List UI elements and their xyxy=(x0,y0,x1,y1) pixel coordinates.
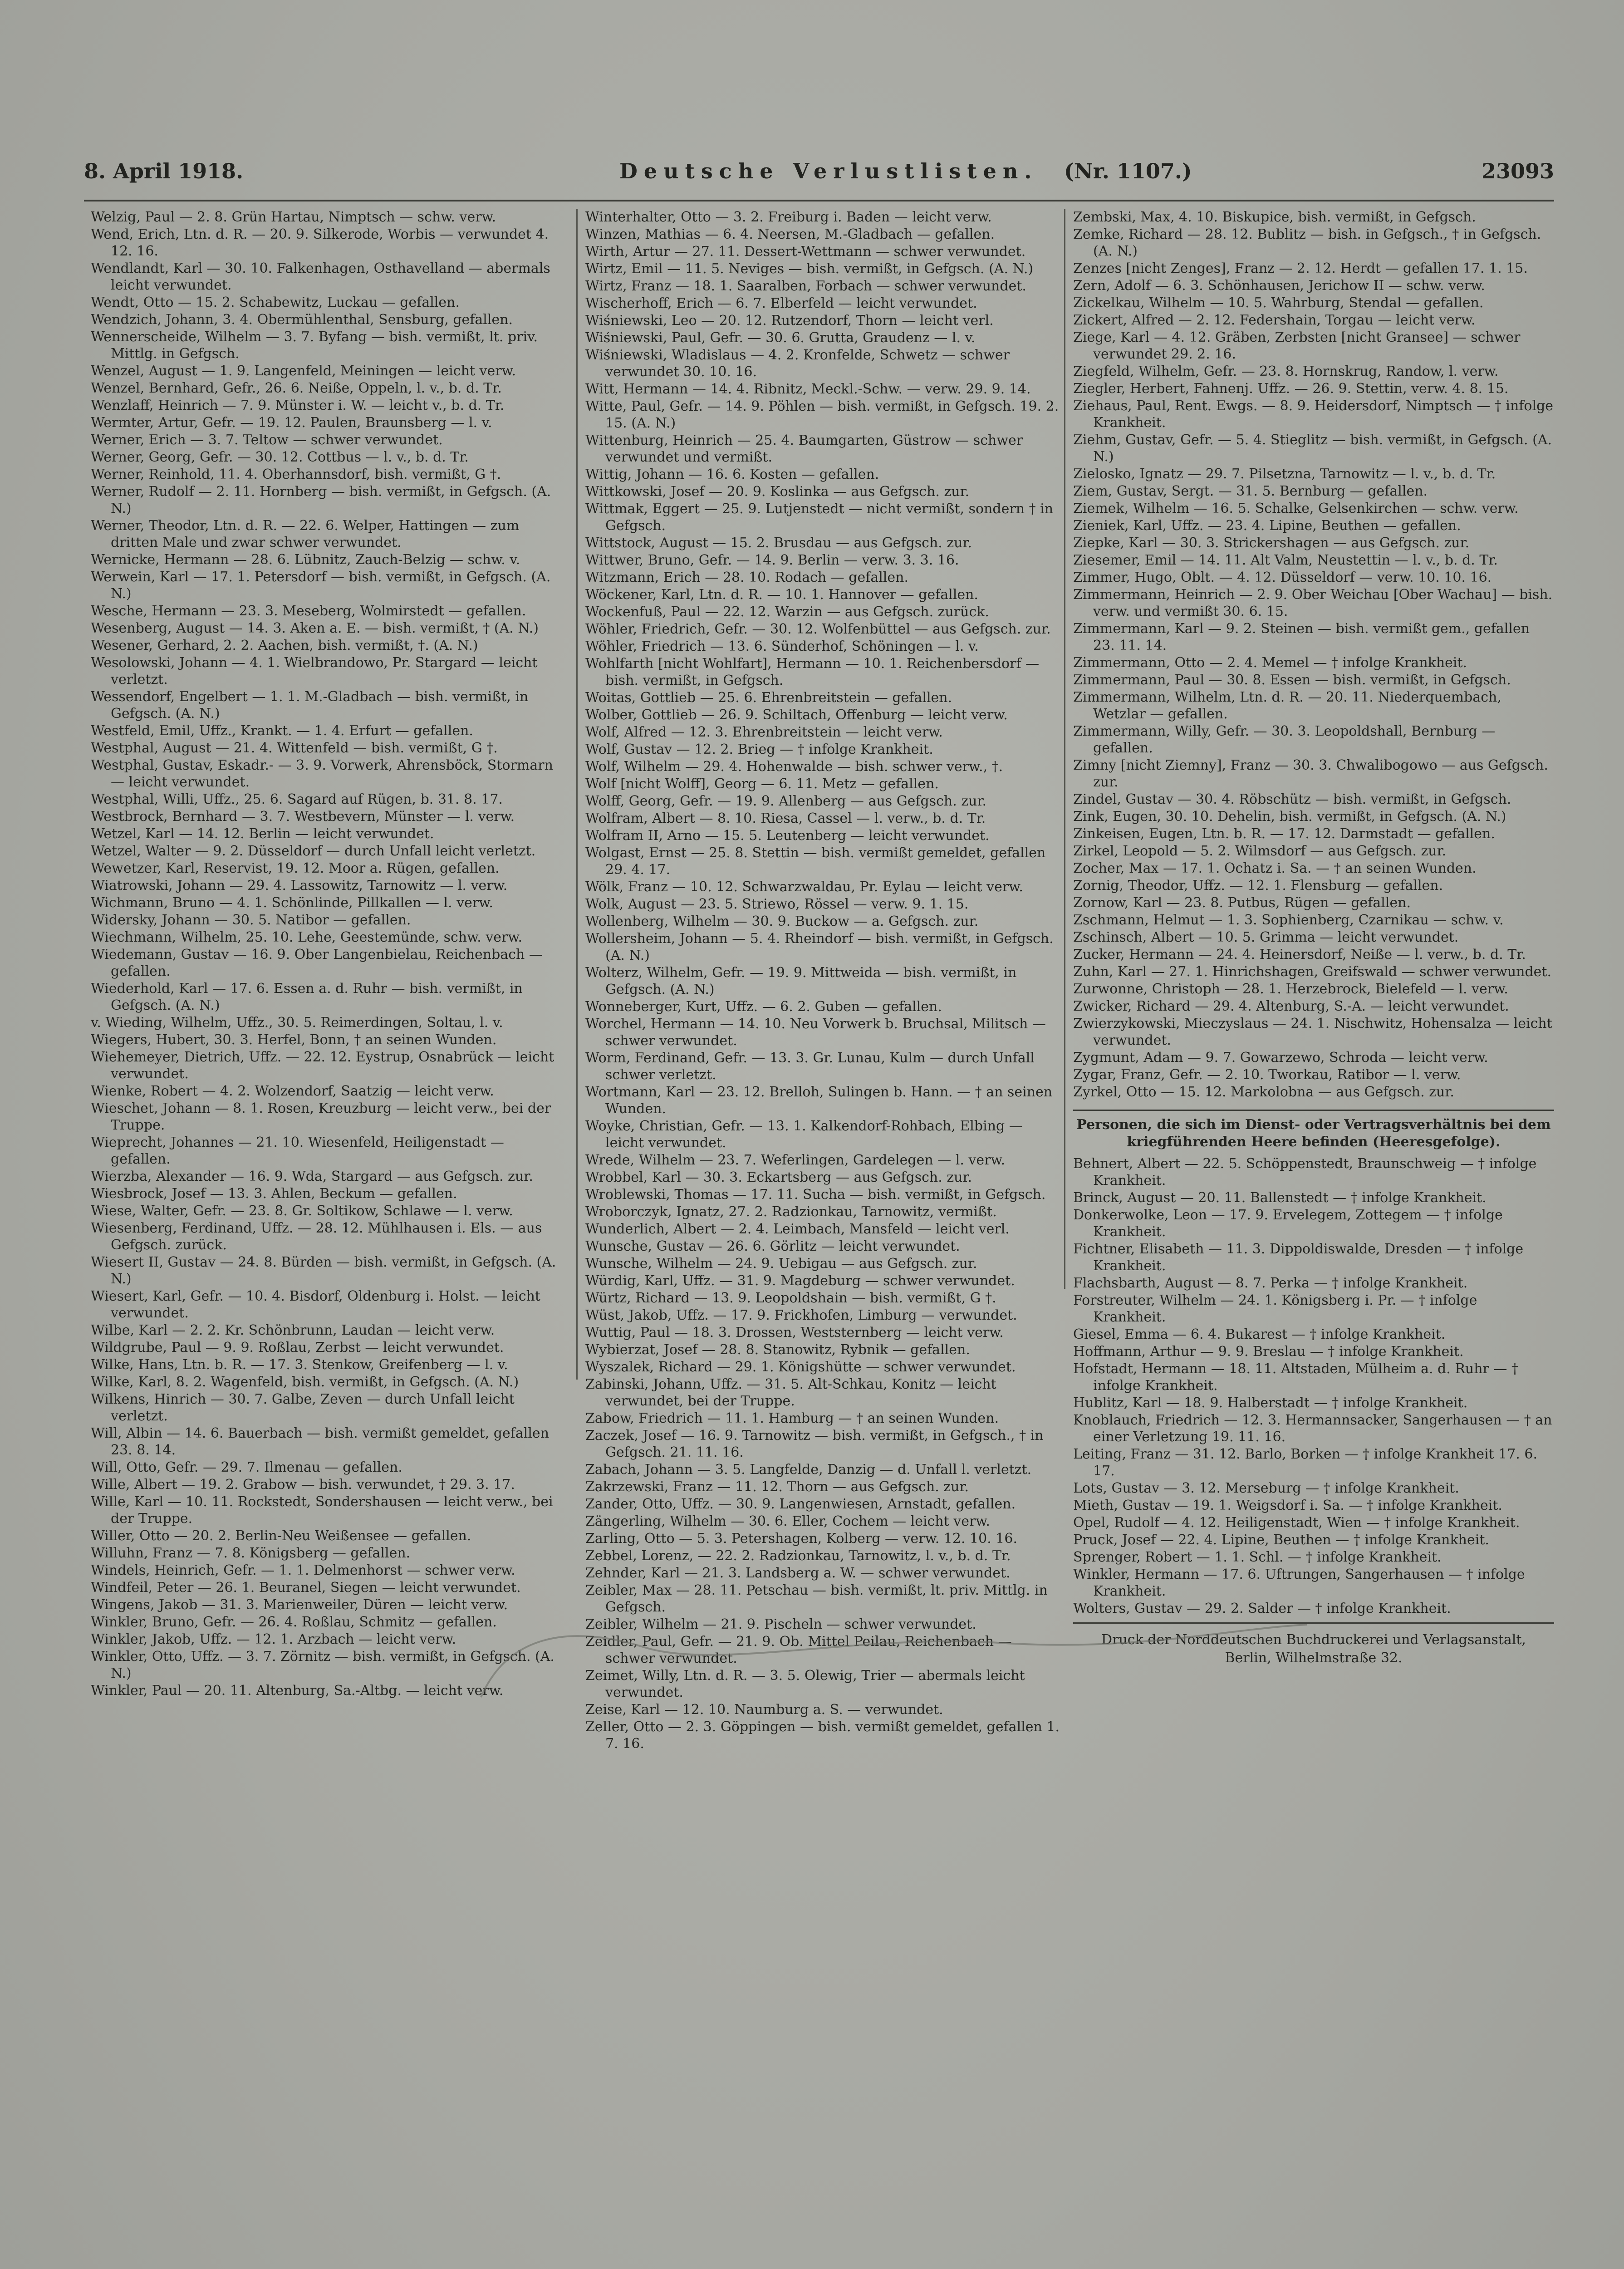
casualty-entry: Zielosko, Ignatz — 29. 7. Pilsetzna, Tarnowitz — l. v., b. d. Tr. xyxy=(1073,466,1496,482)
casualty-entry: Ziege, Karl — 4. 12. Gräben, Zerbsten [nicht Gransee] — schwer verwundet 29. 2. 16. xyxy=(1073,329,1521,362)
casualty-entry: Wesche, Hermann — 23. 3. Meseberg, Wolmirstedt — gefallen. xyxy=(91,603,526,619)
casualty-entry: Wiatrowski, Johann — 29. 4. Lassowitz, Tarnowitz — l. verw. xyxy=(91,878,508,894)
casualty-entry: Wildgrube, Paul — 9. 9. Roßlau, Zerbst — leicht verwundet. xyxy=(91,1340,504,1356)
casualty-entry: Zurwonne, Christoph — 28. 1. Herzebrock, Bielefeld — l. verw. xyxy=(1073,981,1508,997)
casualty-entry: Wiśniewski, Leo — 20. 12. Rutzendorf, Thorn — leicht verl. xyxy=(585,313,994,329)
casualty-entry: Ziepke, Karl — 30. 3. Strickershagen — aus Gefgsch. zur. xyxy=(1073,535,1470,551)
casualty-entry: Zinkeisen, Eugen, Ltn. b. R. — 17. 12. Darmstadt — gefallen. xyxy=(1073,826,1495,842)
casualty-entry: Wüst, Jakob, Uffz. — 17. 9. Frickhofen, Limburg — verwundet. xyxy=(585,1307,1017,1323)
casualty-entry: Wroblewski, Thomas — 17. 11. Sucha — bish. vermißt, in Gefgsch. xyxy=(585,1187,1046,1203)
column-right xyxy=(1073,209,1554,1666)
casualty-entry: Wiesenberg, Ferdinand, Uffz. — 28. 12. Mühlhausen i. Els. — aus Gefgsch. zurück. xyxy=(91,1220,542,1253)
casualty-entry: Wetzel, Walter — 9. 2. Düsseldorf — durch Unfall leicht verletzt. xyxy=(91,843,536,859)
casualty-entry: Werner, Rudolf — 2. 11. Hornberg — bish. vermißt, in Gefgsch. (A. N.) xyxy=(91,484,551,516)
personnel-entry: Winkler, Hermann — 17. 6. Uftrungen, Sangerhausen — † infolge Krankheit. xyxy=(1073,1567,1525,1599)
casualty-entry: Werwein, Karl — 17. 1. Petersdorf — bish. vermißt, in Gefgsch. (A. N.) xyxy=(91,569,551,602)
casualty-entry: Zindel, Gustav — 30. 4. Röbschütz — bish. vermißt, in Gefgsch. xyxy=(1073,791,1511,807)
casualty-entry: Wieprecht, Johannes — 21. 10. Wiesenfeld, Heiligenstadt — gefallen. xyxy=(91,1134,504,1167)
casualty-entry: Wollenberg, Wilhelm — 30. 9. Buckow — a. Gefgsch. zur. xyxy=(585,913,979,929)
casualty-entry: Wiegers, Hubert, 30. 3. Herfel, Bonn, † an seinen Wunden. xyxy=(91,1032,497,1048)
casualty-entry: Wittwer, Bruno, Gefr. — 14. 9. Berlin — verw. 3. 3. 16. xyxy=(585,552,959,568)
casualty-entry: Wichmann, Bruno — 4. 1. Schönlinde, Pillkallen — l. verw. xyxy=(91,895,493,911)
casualty-entry: Wollersheim, Johann — 5. 4. Rheindorf — bish. vermißt, in Gefgsch. (A. N.) xyxy=(585,931,1054,963)
casualty-entry: Zabinski, Johann, Uffz. — 31. 5. Alt-Schkau, Konitz — leicht verwundet, bei der Truppe. xyxy=(585,1376,996,1409)
casualty-entry: Wunsche, Gustav — 26. 6. Görlitz — leicht verwundet. xyxy=(585,1238,960,1254)
header-rule xyxy=(84,200,1554,201)
personnel-entry: Wolters, Gustav — 29. 2. Salder — † infolge Krankheit. xyxy=(1073,1601,1451,1616)
casualty-entry: Wyszalek, Richard — 29. 1. Königshütte — schwer verwundet. xyxy=(585,1359,1016,1375)
casualty-entry: Willuhn, Franz — 7. 8. Königsberg — gefallen. xyxy=(91,1545,411,1561)
imprint-line: Druck der Norddeutschen Buchdruckerei und Verlagsanstalt, xyxy=(1101,1632,1526,1648)
casualty-entry: Zeller, Otto — 2. 3. Göppingen — bish. vermißt gemeldet, gefallen 1. 7. 16. xyxy=(585,1719,1060,1752)
casualty-entry: Ziemek, Wilhelm — 16. 5. Schalke, Gelsenkirchen — schw. verw. xyxy=(1073,501,1519,516)
casualty-entry: Zornow, Karl — 23. 8. Putbus, Rügen — gefallen. xyxy=(1073,895,1411,911)
casualty-entry: Werner, Georg, Gefr. — 30. 12. Cottbus — l. v., b. d. Tr. xyxy=(91,449,469,465)
casualty-entry: Wolk, August — 23. 5. Striewo, Rössel — verw. 9. 1. 15. xyxy=(585,896,969,912)
casualty-entry: Wolfram II, Arno — 15. 5. Leutenberg — leicht verwundet. xyxy=(585,828,990,844)
casualty-entry: Wischerhoff, Erich — 6. 7. Elberfeld — leicht verwundet. xyxy=(585,295,977,311)
personnel-entry: Sprenger, Robert — 1. 1. Schl. — † infolge Krankheit. xyxy=(1073,1549,1442,1565)
casualty-entry: Wunsche, Wilhelm — 24. 9. Uebigau — aus Gefgsch. zur. xyxy=(585,1256,977,1272)
personnel-entry: Knoblauch, Friedrich — 12. 3. Hermannsacker, Sangerhausen — † an einer Verletzung 19. 11. 16. xyxy=(1073,1412,1552,1445)
casualty-entry: Zucker, Hermann — 24. 4. Heinersdorf, Neiße — l. verw., b. d. Tr. xyxy=(1073,947,1526,963)
personnel-entry: Opel, Rudolf — 4. 12. Heiligenstadt, Wien — † infolge Krankheit. xyxy=(1073,1515,1520,1531)
casualty-entry: Wittstock, August — 15. 2. Brusdau — aus Gefgsch. zur. xyxy=(585,535,972,551)
casualty-entry: Wolff, Georg, Gefr. — 19. 9. Allenberg — aus Gefgsch. zur. xyxy=(585,793,987,809)
casualty-entry: Wittenburg, Heinrich — 25. 4. Baumgarten, Güstrow — schwer verwundet und vermißt. xyxy=(585,432,1023,465)
personnel-entry: Giesel, Emma — 6. 4. Bukarest — † infolge Krankheit. xyxy=(1073,1326,1446,1342)
casualty-entry: Ziesemer, Emil — 14. 11. Alt Valm, Neustettin — l. v., b. d. Tr. xyxy=(1073,552,1498,568)
casualty-entry: Würtz, Richard — 13. 9. Leopoldshain — bish. vermißt, G †. xyxy=(585,1290,996,1306)
casualty-entry: Wetzel, Karl — 14. 12. Berlin — leicht verwundet. xyxy=(91,826,434,842)
casualty-entry: Wesolowski, Johann — 4. 1. Wielbrandowo, Pr. Stargard — leicht verletzt. xyxy=(91,655,538,688)
casualty-entry: Woyke, Christian, Gefr. — 13. 1. Kalkendorf-Rohbach, Elbing — leicht verwundet. xyxy=(585,1118,1023,1151)
casualty-entry: Zink, Eugen, 30. 10. Dehelin, bish. vermißt, in Gefgsch. (A. N.) xyxy=(1073,809,1506,825)
casualty-entry: Zimmermann, Heinrich — 2. 9. Ober Weichau [Ober Wachau] — bish. verw. und vermißt 30. 6. 15. xyxy=(1073,587,1553,619)
casualty-entry: Zimmermann, Otto — 2. 4. Memel — † infolge Krankheit. xyxy=(1073,655,1467,671)
column-middle xyxy=(585,209,1062,1752)
casualty-entry: Wöckener, Karl, Ltn. d. R. — 10. 1. Hannover — gefallen. xyxy=(585,587,978,603)
casualty-entry: Wolf, Wilhelm — 29. 4. Hohenwalde — bish. schwer verw., †. xyxy=(585,759,1003,775)
section-entries xyxy=(1073,1155,1554,1617)
casualty-entry: Winkler, Jakob, Uffz. — 12. 1. Arzbach — leicht verw. xyxy=(91,1631,456,1647)
casualty-entry: Ziehaus, Paul, Rent. Ewgs. — 8. 9. Heidersdorf, Nimptsch — † infolge Krankheit. xyxy=(1073,398,1554,431)
casualty-entry: Zeidler, Paul, Gefr. — 21. 9. Ob. Mittel Peilau, Reichenbach — schwer verwundet. xyxy=(585,1634,1012,1666)
personnel-entry: Mieth, Gustav — 19. 1. Weigsdorf i. Sa. — † infolge Krankheit. xyxy=(1073,1498,1502,1513)
casualty-entry: Wesenberg, August — 14. 3. Aken a. E. — bish. vermißt, † (A. N.) xyxy=(91,620,539,636)
casualty-entry: Zehnder, Karl — 21. 3. Landsberg a. W. — schwer verwundet. xyxy=(585,1565,1011,1581)
casualty-entry: Wohlfarth [nicht Wohlfart], Hermann — 10. 1. Reichenbersdorf — bish. vermißt, in Gefgsch. xyxy=(585,656,1040,688)
casualty-entry: Wilkens, Hinrich — 30. 7. Galbe, Zeven — durch Unfall leicht verletzt. xyxy=(91,1391,515,1424)
casualty-entry: Wuttig, Paul — 18. 3. Drossen, Weststernberg — leicht verw. xyxy=(585,1325,1004,1341)
casualty-entry: Wonneberger, Kurt, Uffz. — 6. 2. Guben — gefallen. xyxy=(585,999,942,1015)
casualty-entry: Zieniek, Karl, Uffz. — 23. 4. Lipine, Beuthen — gefallen. xyxy=(1073,518,1461,534)
casualty-entry: Wierzba, Alexander — 16. 9. Wda, Stargard — aus Gefgsch. zur. xyxy=(91,1169,533,1184)
casualty-entry: Zirkel, Leopold — 5. 2. Wilmsdorf — aus Gefgsch. zur. xyxy=(1073,843,1447,859)
casualty-entry: Wermter, Artur, Gefr. — 19. 12. Paulen, Braunsberg — l. v. xyxy=(91,415,492,431)
casualty-entry: Welzig, Paul — 2. 8. Grün Hartau, Nimptsch — schw. verw. xyxy=(91,209,496,225)
casualty-entry: Wrobbel, Karl — 30. 3. Eckartsberg — aus Gefgsch. zur. xyxy=(585,1169,972,1185)
casualty-entry: Wiederhold, Karl — 17. 6. Essen a. d. Ruhr — bish. vermißt, in Gefgsch. (A. N.) xyxy=(91,981,523,1013)
casualty-entry: Widersky, Johann — 30. 5. Natibor — gefallen. xyxy=(91,912,411,928)
casualty-entry: Zygar, Franz, Gefr. — 2. 10. Tworkau, Ratibor — l. verw. xyxy=(1073,1067,1461,1083)
publication-title: Deutsche Verlustlisten. xyxy=(619,159,1038,183)
casualty-entry: Wille, Albert — 19. 2. Grabow — bish. verwundet, † 29. 3. 17. xyxy=(91,1477,515,1493)
casualty-entry: Zenzes [nicht Zenges], Franz — 2. 12. Herdt — gefallen 17. 1. 15. xyxy=(1073,260,1528,276)
casualty-entry: Zabach, Johann — 3. 5. Langfelde, Danzig — d. Unfall l. verletzt. xyxy=(585,1462,1032,1478)
casualty-entry: Westphal, Gustav, Eskadr.- — 3. 9. Vorwerk, Ahrensböck, Stormarn — leicht verwundet. xyxy=(91,757,553,790)
casualty-entry: Zuhn, Karl — 27. 1. Hinrichshagen, Greifswald — schwer verwundet. xyxy=(1073,964,1552,980)
casualty-entry: Wirtz, Emil — 11. 5. Neviges — bish. vermißt, in Gefgsch. (A. N.) xyxy=(585,261,1034,277)
casualty-entry: Windels, Heinrich, Gefr. — 1. 1. Delmenhorst — schwer verw. xyxy=(91,1562,515,1578)
casualty-entry: Westfeld, Emil, Uffz., Krankt. — 1. 4. Erfurt — gefallen. xyxy=(91,723,473,739)
casualty-entry: Ziegfeld, Wilhelm, Gefr. — 23. 8. Hornskrug, Randow, l. verw. xyxy=(1073,363,1499,379)
page-header xyxy=(84,159,1554,195)
personnel-entry: Leiting, Franz — 31. 12. Barlo, Borken — † infolge Krankheit 17. 6. 17. xyxy=(1073,1446,1538,1479)
casualty-entry: Wolterz, Wilhelm, Gefr. — 19. 9. Mittweida — bish. vermißt, in Gefgsch. (A. N.) xyxy=(585,965,1017,997)
casualty-entry: Werner, Erich — 3. 7. Teltow — schwer verwundet. xyxy=(91,432,443,448)
casualty-entry: Winkler, Otto, Uffz. — 3. 7. Zörnitz — bish. vermißt, in Gefgsch. (A. N.) xyxy=(91,1649,554,1681)
casualty-entry: Zebbel, Lorenz, — 22. 2. Radzionkau, Tarnowitz, l. v., b. d. Tr. xyxy=(585,1548,1011,1564)
personnel-entry: Pruck, Josef — 22. 4. Lipine, Beuthen — † infolge Krankheit. xyxy=(1073,1532,1489,1548)
casualty-entry: Zembski, Max, 4. 10. Biskupice, bish. vermißt, in Gefgsch. xyxy=(1073,209,1476,225)
casualty-entry: Zickert, Alfred — 2. 12. Federshain, Torgau — leicht verw. xyxy=(1073,312,1476,328)
page-number: 23093 xyxy=(1481,159,1554,183)
casualty-entry: Zeise, Karl — 12. 10. Naumburg a. S. — verwundet. xyxy=(585,1702,943,1718)
casualty-entry: Wybierzat, Josef — 28. 8. Stanowitz, Rybnik — gefallen. xyxy=(585,1342,970,1358)
casualty-entry: Wolf, Alfred — 12. 3. Ehrenbreitstein — leicht verw. xyxy=(585,724,943,740)
casualty-entry: Zern, Adolf — 6. 3. Schönhausen, Jerichow II — schw. verw. xyxy=(1073,278,1485,294)
casualty-entry: Wockenfuß, Paul — 22. 12. Warzin — aus Gefgsch. zurück. xyxy=(585,604,989,620)
casualty-entry: Wiesbrock, Josef — 13. 3. Ahlen, Beckum — gefallen. xyxy=(91,1186,457,1202)
casualty-entry: Wienke, Robert — 4. 2. Wolzendorf, Saatzig — leicht verw. xyxy=(91,1083,494,1099)
casualty-entry: Zimmermann, Paul — 30. 8. Essen — bish. vermißt, in Gefgsch. xyxy=(1073,672,1511,688)
casualty-entry: Ziem, Gustav, Sergt. — 31. 5. Bernburg — gefallen. xyxy=(1073,483,1428,499)
casualty-entry: Zeimet, Willy, Ltn. d. R. — 3. 5. Olewig, Trier — abermals leicht verwundet. xyxy=(585,1668,1025,1700)
casualty-entry: Wiedemann, Gustav — 16. 9. Ober Langenbielau, Reichenbach — gefallen. xyxy=(91,947,543,979)
casualty-entry: Zeibler, Max — 28. 11. Petschau — bish. vermißt, lt. priv. Mittlg. in Gefgsch. xyxy=(585,1582,1048,1615)
personnel-entry: Hofstadt, Hermann — 18. 11. Altstaden, Mülheim a. d. Ruhr — † infolge Krankheit. xyxy=(1073,1361,1518,1394)
casualty-entry: Wunderlich, Albert — 2. 4. Leimbach, Mansfeld — leicht verl. xyxy=(585,1221,1010,1237)
casualty-entry: Zängerling, Wilhelm — 30. 6. Eller, Cochem — leicht verw. xyxy=(585,1513,990,1529)
personnel-entry: Forstreuter, Wilhelm — 24. 1. Königsberg i. Pr. — † infolge Krankheit. xyxy=(1073,1292,1477,1325)
casualty-entry: Zimmer, Hugo, Oblt. — 4. 12. Düsseldorf — verw. 10. 10. 16. xyxy=(1073,570,1492,585)
pencil-scribble xyxy=(454,1616,1316,1715)
casualty-entry: Will, Albin — 14. 6. Bauerbach — bish. vermißt gemeldet, gefallen 23. 8. 14. xyxy=(91,1425,550,1458)
casualty-entry: Zimmermann, Willy, Gefr. — 30. 3. Leopoldshall, Bernburg — gefallen. xyxy=(1073,723,1496,756)
casualty-entry: Windfeil, Peter — 26. 1. Beuranel, Siegen — leicht verwundet. xyxy=(91,1580,521,1596)
casualty-entry: Winterhalter, Otto — 3. 2. Freiburg i. Baden — leicht verw. xyxy=(585,209,992,225)
casualty-entry: Wernicke, Hermann — 28. 6. Lübnitz, Zauch-Belzig — schw. v. xyxy=(91,552,520,568)
casualty-entry: Zwierzykowski, Mieczyslaus — 24. 1. Nischwitz, Hohensalza — leicht verwundet. xyxy=(1073,1016,1552,1048)
casualty-entry: Wittkowski, Josef — 20. 9. Koslinka — aus Gefgsch. zur. xyxy=(585,484,970,500)
casualty-entry: Wendt, Otto — 15. 2. Schabewitz, Luckau — gefallen. xyxy=(91,295,460,310)
casualty-entry: Wolfram, Albert — 8. 10. Riesa, Cassel — l. verw., b. d. Tr. xyxy=(585,810,986,826)
casualty-entry: Westphal, Willi, Uffz., 25. 6. Sagard auf Rügen, b. 31. 8. 17. xyxy=(91,791,503,807)
casualty-entry: Wolgast, Ernst — 25. 8. Stettin — bish. vermißt gemeldet, gefallen 29. 4. 17. xyxy=(585,845,1046,878)
casualty-entry: Winzen, Mathias — 6. 4. Neersen, M.-Gladbach — gefallen. xyxy=(585,226,995,242)
personnel-entry: Brinck, August — 20. 11. Ballenstedt — † infolge Krankheit. xyxy=(1073,1190,1487,1206)
personnel-entry: Fichtner, Elisabeth — 11. 3. Dippoldiswalde, Dresden — † infolge Krankheit. xyxy=(1073,1241,1524,1274)
casualty-entry: Willer, Otto — 20. 2. Berlin-Neu Weißensee — gefallen. xyxy=(91,1528,471,1544)
personnel-entry: Hoffmann, Arthur — 9. 9. Breslau — † infolge Krankheit. xyxy=(1073,1344,1464,1360)
casualty-entry: Zeibler, Wilhelm — 21. 9. Pischeln — schwer verwundet. xyxy=(585,1616,976,1632)
casualty-entry: Winkler, Paul — 20. 11. Altenburg, Sa.-Altbg. — leicht verw. xyxy=(91,1683,504,1699)
column-divider xyxy=(576,209,578,1380)
casualty-entry: Zyrkel, Otto — 15. 12. Markolobna — aus Gefgsch. zur. xyxy=(1073,1084,1454,1100)
casualty-entry: Ziegler, Herbert, Fahnenj. Uffz. — 26. 9. Stettin, verw. 4. 8. 15. xyxy=(1073,381,1509,397)
casualty-entry: Wenzlaff, Heinrich — 7. 9. Münster i. W. — leicht v., b. d. Tr. xyxy=(91,398,505,413)
casualty-entry: Zygmunt, Adam — 9. 7. Gowarzewo, Schroda — leicht verw. xyxy=(1073,1050,1488,1066)
casualty-entry: Wortmann, Karl — 23. 12. Brelloh, Sulingen b. Hann. — † an seinen Wunden. xyxy=(585,1084,1053,1117)
imprint-line: Berlin, Wilhelmstraße 32. xyxy=(1225,1650,1403,1666)
casualty-entry: Wennerscheide, Wilhelm — 3. 7. Byfang — bish. vermißt, lt. priv. Mittlg. in Gefgsch. xyxy=(91,329,538,362)
casualty-entry: Witt, Hermann — 14. 4. Ribnitz, Meckl.-Schw. — verw. 29. 9. 14. xyxy=(585,381,1031,397)
casualty-entry: Wilbe, Karl — 2. 2. Kr. Schönbrunn, Laudan — leicht verw. xyxy=(91,1322,495,1338)
casualty-entry: Wille, Karl — 10. 11. Rockstedt, Sondershausen — leicht verw., bei der Truppe. xyxy=(91,1494,553,1527)
casualty-entry: Zimny [nicht Ziemny], Franz — 30. 3. Chwalibogowo — aus Gefgsch. zur. xyxy=(1073,757,1548,790)
casualty-entry: Wirtz, Franz — 18. 1. Saaralben, Forbach — schwer verwundet. xyxy=(585,278,1026,294)
casualty-entry: Westphal, August — 21. 4. Wittenfeld — bish. vermißt, G †. xyxy=(91,740,498,756)
casualty-entry: Wöhler, Friedrich, Gefr. — 30. 12. Wolfenbüttel — aus Gefgsch. zur. xyxy=(585,621,1051,637)
casualty-entry: Wrede, Wilhelm — 23. 7. Weferlingen, Gardelegen — l. verw. xyxy=(585,1152,1006,1168)
casualty-entry: Will, Otto, Gefr. — 29. 7. Ilmenau — gefallen. xyxy=(91,1459,402,1475)
casualty-entry: Zabow, Friedrich — 11. 1. Hamburg — † an seinen Wunden. xyxy=(585,1410,999,1426)
casualty-entry: Wirth, Artur — 27. 11. Dessert-Wettmann — schwer verwundet. xyxy=(585,244,1026,260)
casualty-entry: Wölk, Franz — 10. 12. Schwarzwaldau, Pr. Eylau — leicht verw. xyxy=(585,879,1023,895)
casualty-entry: Zakrzewski, Franz — 11. 12. Thorn — aus Gefgsch. zur. xyxy=(585,1479,969,1495)
casualty-entry: Wessendorf, Engelbert — 1. 1. M.-Gladbach — bish. vermißt, in Gefgsch. (A. N.) xyxy=(91,689,529,722)
casualty-entry: Wieschet, Johann — 8. 1. Rosen, Kreuzburg — leicht verw., bei der Truppe. xyxy=(91,1100,551,1133)
casualty-entry: Zschinsch, Albert — 10. 5. Grimma — leicht verwundet. xyxy=(1073,929,1459,945)
casualty-entry: Zwicker, Richard — 29. 4. Altenburg, S.-A. — leicht verwundet. xyxy=(1073,998,1509,1014)
column-divider xyxy=(1064,209,1065,1289)
casualty-entry: Wiśniewski, Paul, Gefr. — 30. 6. Grutta, Graudenz — l. v. xyxy=(585,330,976,346)
casualty-entry: Wiesert II, Gustav — 24. 8. Bürden — bish. vermißt, in Gefgsch. (A. N.) xyxy=(91,1254,556,1287)
casualty-entry: Wittig, Johann — 16. 6. Kosten — gefallen. xyxy=(585,467,879,482)
casualty-entry: Wittmak, Eggert — 25. 9. Lutjenstedt — nicht vermißt, sondern † in Gefgsch. xyxy=(585,501,1054,534)
casualty-entry: Witte, Paul, Gefr. — 14. 9. Pöhlen — bish. vermißt, in Gefgsch. 19. 2. 15. (A. N.) xyxy=(585,398,1059,431)
casualty-entry: Zschmann, Helmut — 1. 3. Sophienberg, Czarnikau — schw. v. xyxy=(1073,912,1504,928)
casualty-entry: Wenzel, Bernhard, Gefr., 26. 6. Neiße, Oppeln, l. v., b. d. Tr. xyxy=(91,380,502,396)
casualty-entry: Zaczek, Josef — 16. 9. Tarnowitz — bish. vermißt, in Gefgsch., † in Gefgsch. 21. 11. 16. xyxy=(585,1428,1044,1460)
casualty-entry: Wend, Erich, Ltn. d. R. — 20. 9. Silkerode, Worbis — verwundet 4. 12. 16. xyxy=(91,226,549,259)
casualty-entry: Werner, Reinhold, 11. 4. Oberhannsdorf, bish. vermißt, G †. xyxy=(91,467,501,482)
casualty-entry: Zornig, Theodor, Uffz. — 12. 1. Flensburg — gefallen. xyxy=(1073,878,1443,894)
casualty-entry: Wendzich, Johann, 3. 4. Obermühlenthal, Sensburg, gefallen. xyxy=(91,312,513,328)
casualty-entry: Zickelkau, Wilhelm — 10. 5. Wahrburg, Stendal — gefallen. xyxy=(1073,295,1484,311)
casualty-entry: Zimmermann, Wilhelm, Ltn. d. R. — 20. 11. Niederquembach, Wetzlar — gefallen. xyxy=(1073,689,1501,722)
column-left xyxy=(91,209,567,1699)
casualty-entry: Werner, Theodor, Ltn. d. R. — 22. 6. Welper, Hattingen — zum dritten Male und zwar schwer verwundet. xyxy=(91,518,520,550)
casualty-entry: Ziehm, Gustav, Gefr. — 5. 4. Stieglitz — bish. vermißt, in Gefgsch. (A. N.) xyxy=(1073,432,1552,465)
casualty-entry: Zocher, Max — 17. 1. Ochatz i. Sa. — † an seinen Wunden. xyxy=(1073,860,1477,876)
casualty-entry: Wolber, Gottlieb — 26. 9. Schiltach, Offenburg — leicht verw. xyxy=(585,707,1008,723)
casualty-entry: Worchel, Hermann — 14. 10. Neu Vorwerk b. Bruchsal, Militsch — schwer verwundet. xyxy=(585,1016,1046,1049)
casualty-entry: Wiechmann, Wilhelm, 25. 10. Lehe, Geestemünde, schw. verw. xyxy=(91,929,523,945)
casualty-entry: Zemke, Richard — 28. 12. Bublitz — bish. in Gefgsch., † in Gefgsch. (A. N.) xyxy=(1073,226,1541,259)
casualty-entry: Wiesert, Karl, Gefr. — 10. 4. Bisdorf, Oldenburg i. Holst. — leicht verwundet. xyxy=(91,1288,540,1321)
personnel-entry: Lots, Gustav — 3. 12. Merseburg — † infolge Krankheit. xyxy=(1073,1480,1459,1496)
casualty-entry: Wendlandt, Karl — 30. 10. Falkenhagen, Osthavelland — abermals leicht verwundet. xyxy=(91,260,550,293)
casualty-entry: Wingens, Jakob — 31. 3. Marienweiler, Düren — leicht verw. xyxy=(91,1597,508,1613)
casualty-entry: Zimmermann, Karl — 9. 2. Steinen — bish. vermißt gem., gefallen 23. 11. 14. xyxy=(1073,621,1530,653)
personnel-entry: Hublitz, Karl — 18. 9. Halberstadt — † infolge Krankheit. xyxy=(1073,1395,1468,1411)
casualty-entry: Wöhler, Friedrich — 13. 6. Sünderhof, Schöningen — l. v. xyxy=(585,638,979,654)
casualty-entry: Worm, Ferdinand, Gefr. — 13. 3. Gr. Lunau, Kulm — durch Unfall schwer verletzt. xyxy=(585,1050,1035,1083)
casualty-entry: Würdig, Karl, Uffz. — 31. 9. Magdeburg — schwer verwundet. xyxy=(585,1273,1015,1289)
casualty-entry: Westbrock, Bernhard — 3. 7. Westbevern, Münster — l. verw. xyxy=(91,809,515,825)
casualty-entry: v. Wieding, Wilhelm, Uffz., 30. 5. Reimerdingen, Soltau, l. v. xyxy=(91,1015,503,1031)
casualty-entry: Winkler, Bruno, Gefr. — 26. 4. Roßlau, Schmitz — gefallen. xyxy=(91,1614,497,1630)
personnel-entry: Donkerwolke, Leon — 17. 9. Ervelegem, Zottegem — † infolge Krankheit. xyxy=(1073,1207,1503,1240)
casualty-entry: Wiese, Walter, Gefr. — 23. 8. Gr. Soltikow, Schlawe — l. verw. xyxy=(91,1203,513,1219)
casualty-entry: Zander, Otto, Uffz. — 30. 9. Langenwiesen, Arnstadt, gefallen. xyxy=(585,1496,1016,1512)
casualty-entry: Wesener, Gerhard, 2. 2. Aachen, bish. vermißt, †. (A. N.) xyxy=(91,638,478,653)
casualty-entry: Zarling, Otto — 5. 3. Petershagen, Kolberg — verw. 12. 10. 16. xyxy=(585,1531,1017,1547)
casualty-entry: Wiśniewski, Wladislaus — 4. 2. Kronfelde, Schwetz — schwer verwundet 30. 10. 16. xyxy=(585,347,1010,380)
casualty-entry: Wilke, Karl, 8. 2. Wagenfeld, bish. vermißt, in Gefgsch. (A. N.) xyxy=(91,1374,519,1390)
casualty-entry: Wolf [nicht Wolff], Georg — 6. 11. Metz — gefallen. xyxy=(585,776,939,792)
issue-number: (Nr. 1107.) xyxy=(1064,159,1192,183)
casualty-entry: Woitas, Gottlieb — 25. 6. Ehrenbreitstein — gefallen. xyxy=(585,690,952,706)
casualty-entry: Wenzel, August — 1. 9. Langenfeld, Meiningen — leicht verw. xyxy=(91,363,516,379)
personnel-entry: Behnert, Albert — 22. 5. Schöppenstedt, Braunschweig — † infolge Krankheit. xyxy=(1073,1156,1537,1189)
column-right-entries xyxy=(1073,209,1554,1100)
section-title: Personen, die sich im Dienst- oder Vertragsverhältnis bei dem kriegführenden Heere befinden (Heeresgefolge). xyxy=(1073,1110,1554,1151)
personnel-entry: Flachsbarth, August — 8. 7. Perka — † infolge Krankheit. xyxy=(1073,1275,1468,1291)
casualty-entry: Wewetzer, Karl, Reservist, 19. 12. Moor a. Rügen, gefallen. xyxy=(91,860,500,876)
casualty-entry: Wolf, Gustav — 12. 2. Brieg — † infolge Krankheit. xyxy=(585,742,933,757)
casualty-entry: Wiehemeyer, Dietrich, Uffz. — 22. 12. Eystrup, Osnabrück — leicht verwundet. xyxy=(91,1049,554,1082)
casualty-entry: Witzmann, Erich — 28. 10. Rodach — gefallen. xyxy=(585,570,909,585)
casualty-entry: Wroborczyk, Ignatz, 27. 2. Radzionkau, Tarnowitz, vermißt. xyxy=(585,1204,997,1220)
casualty-entry: Wilke, Hans, Ltn. b. R. — 17. 3. Stenkow, Greifenberg — l. v. xyxy=(91,1357,508,1373)
issue-date: 8. April 1918. xyxy=(84,159,244,183)
